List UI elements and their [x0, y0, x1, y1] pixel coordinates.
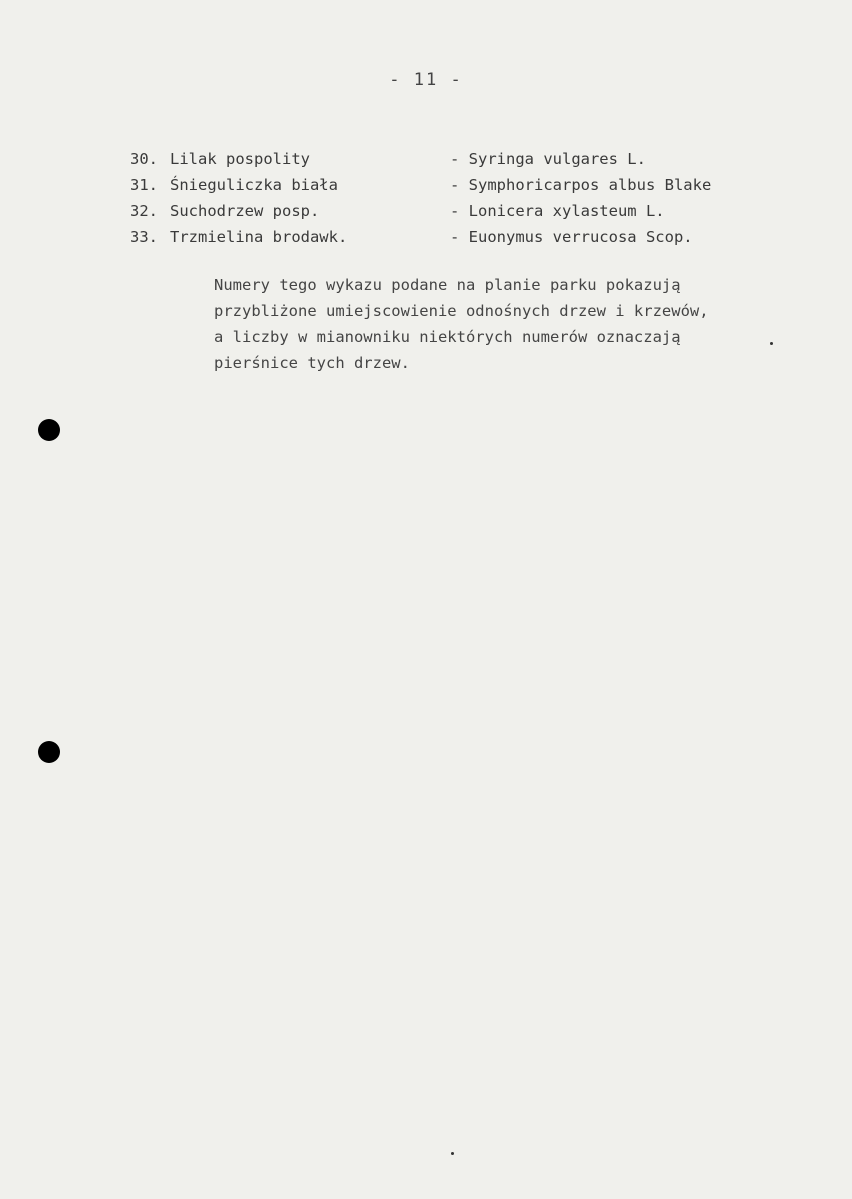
item-number: 33. [130, 228, 158, 246]
item-number: 30. [130, 150, 158, 168]
ink-speck [451, 1152, 454, 1155]
polish-name: Śnieguliczka biała [170, 176, 338, 194]
latin-name: - Lonicera xylasteum L. [450, 202, 665, 220]
note-line: przybliżone umiejscowienie odnośnych drzew i krzewów, [214, 302, 709, 320]
list-item [130, 198, 790, 224]
list-item [130, 172, 790, 198]
item-number: 31. [130, 176, 158, 194]
note-line: Numery tego wykazu podane na planie parku pokazują [214, 276, 681, 294]
polish-name: Lilak pospolity [170, 150, 310, 168]
item-number: 32. [130, 202, 158, 220]
note-paragraph [214, 272, 814, 376]
page-number: - 11 - [389, 70, 463, 90]
list-item [130, 224, 790, 250]
species-list [130, 146, 790, 250]
note-line: pierśnice tych drzew. [214, 354, 410, 372]
punch-hole-top [38, 419, 60, 441]
punch-hole-bottom [38, 741, 60, 763]
ink-speck [770, 342, 773, 345]
note-line: a liczby w mianowniku niektórych numerów oznaczają [214, 328, 681, 346]
polish-name: Suchodrzew posp. [170, 202, 320, 220]
latin-name: - Euonymus verrucosa Scop. [450, 228, 693, 246]
latin-name: - Symphoricarpos albus Blake [450, 176, 712, 194]
latin-name: - Syringa vulgares L. [450, 150, 646, 168]
polish-name: Trzmielina brodawk. [170, 228, 348, 246]
list-item [130, 146, 790, 172]
